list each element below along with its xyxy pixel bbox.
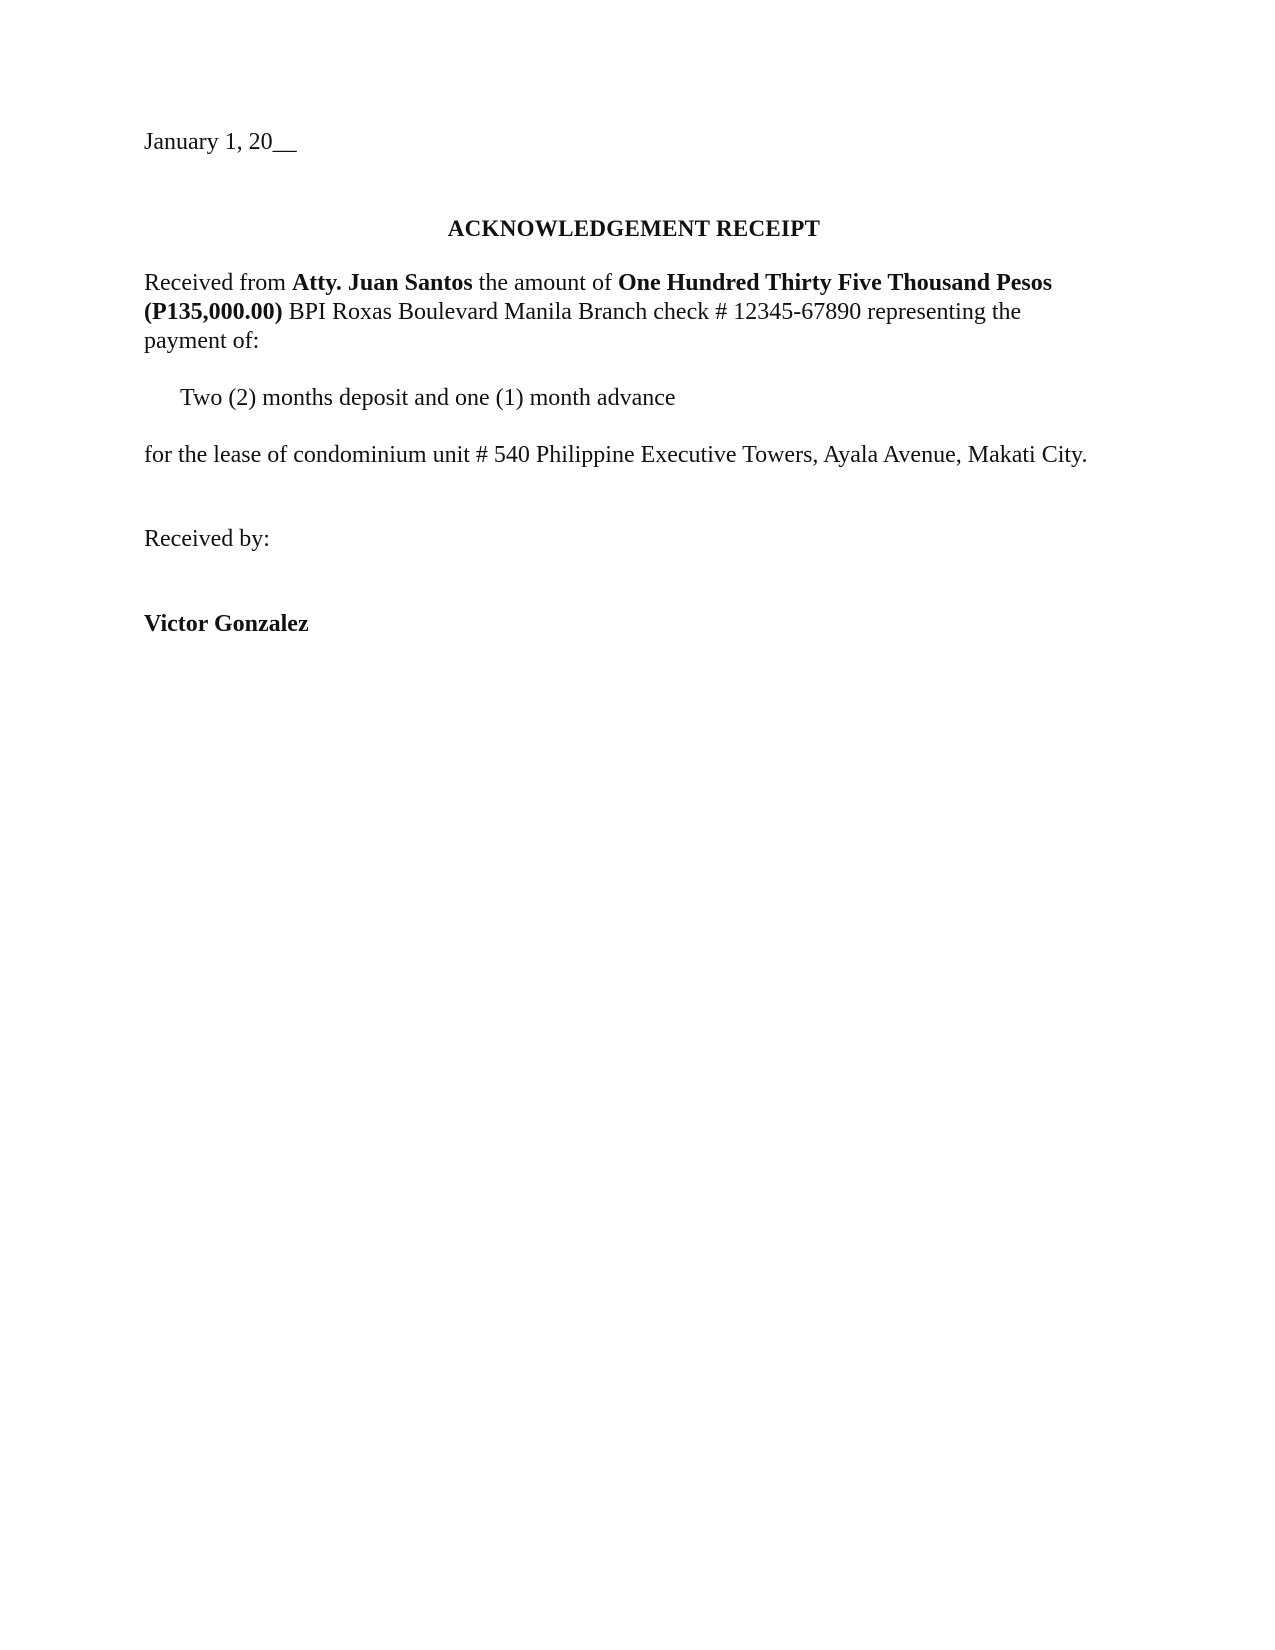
recipient-name: Victor Gonzalez — [144, 611, 309, 637]
received-by-label: Received by: — [144, 526, 270, 552]
receipt-title: ACKNOWLEDGEMENT RECEIPT — [447, 216, 821, 241]
receipt-body-paragraph — [144, 269, 1104, 356]
amount-in-words: One Hundred Thirty Five Thousand Pesos (P135,000.00) — [144, 270, 1053, 325]
payer-name: Atty. Juan Santos — [291, 270, 473, 296]
receipt-date: January 1, 20__ — [144, 129, 297, 155]
check-details-text: BPI Roxas Boulevard Manila Branch check # 12345-67890 representing the payment of: — [144, 299, 1022, 354]
receipt-content — [144, 128, 1104, 639]
received-from-text: Received from — [144, 270, 292, 296]
lease-details: for the lease of condominium unit # 540 Philippine Executive Towers, Ayala Avenue, Makati City. — [144, 442, 1088, 468]
amount-intro-text: the amount of — [472, 270, 618, 296]
payment-item: Two (2) months deposit and one (1) month advance — [180, 385, 676, 411]
